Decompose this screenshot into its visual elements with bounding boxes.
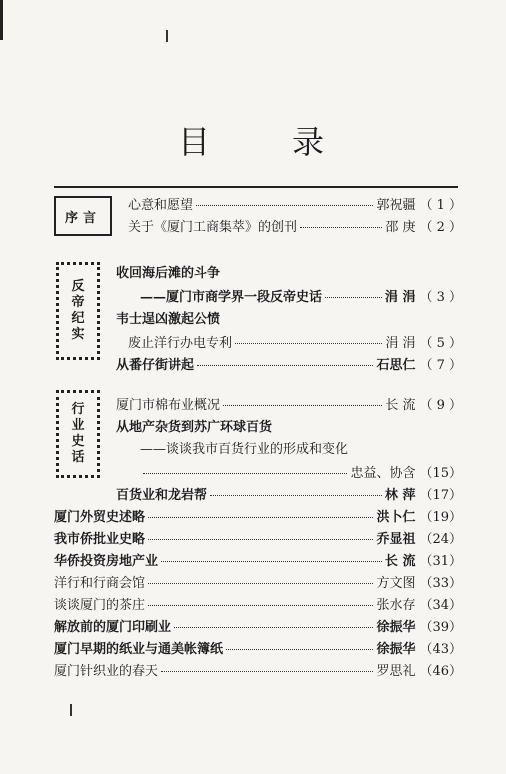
entry-page: （ 7 ） — [419, 357, 462, 373]
entry-page: （43） — [419, 641, 462, 657]
entry-page: （ 9 ） — [419, 397, 462, 413]
title-char: 目 — [178, 123, 211, 161]
entry-title: 厦门早期的纸业与通美帐簿纸 — [54, 641, 224, 657]
entry-page: （34） — [419, 597, 462, 613]
entry-title: 收回海后滩的斗争 — [116, 265, 221, 281]
entry-author: 方文图 — [376, 575, 416, 591]
toc-entry[interactable] — [54, 636, 462, 658]
leader-dots — [148, 517, 373, 518]
section-label-trade-history — [56, 390, 100, 478]
toc-entry[interactable] — [54, 658, 462, 680]
toc-entry[interactable] — [116, 352, 462, 374]
title-char: 录 — [292, 123, 325, 161]
entry-author: 涓 涓 — [385, 335, 416, 351]
section-char: 史 — [71, 434, 85, 449]
toc-entry[interactable] — [116, 260, 462, 282]
entry-title: 废止洋行办电专利 — [128, 335, 233, 351]
entry-page: （ 5 ） — [419, 335, 462, 351]
leader-dots — [148, 605, 373, 606]
entry-author: 涓 涓 — [384, 289, 416, 305]
entry-title: 厦门市棉布业概况 — [116, 397, 221, 413]
toc-entry[interactable] — [54, 592, 462, 614]
entry-title: 华侨投资房地产业 — [54, 553, 159, 569]
entry-title: 心意和愿望 — [128, 197, 194, 213]
leader-dots — [148, 583, 373, 584]
entry-author: 乔显祖 — [376, 531, 416, 547]
entry-title: 洋行和行商会馆 — [54, 575, 146, 591]
entry-author: 罗思礼 — [376, 663, 416, 679]
entry-title: 韦士逞凶激起公愤 — [116, 311, 221, 327]
section-label-preface: 序言 — [54, 196, 112, 236]
leader-dots — [300, 227, 382, 228]
toc-entry-author-line[interactable] — [140, 460, 462, 482]
toc-entry[interactable] — [116, 306, 462, 328]
entry-author: 洪卜仁 — [376, 509, 416, 525]
toc-entry[interactable] — [116, 482, 462, 504]
leader-dots — [197, 365, 373, 366]
entry-title: 关于《厦门工商集萃》的创刊 — [128, 219, 298, 235]
leader-dots — [235, 343, 382, 344]
entry-page: （17） — [419, 487, 462, 503]
toc-entry[interactable] — [128, 192, 462, 214]
entry-author: 长 流 — [384, 553, 416, 569]
entry-page: （39） — [419, 619, 462, 635]
leader-dots — [143, 473, 347, 474]
page-edge-mark — [0, 0, 3, 40]
toc-entry[interactable] — [54, 526, 462, 548]
leader-dots — [226, 649, 373, 650]
entry-author: 郭祝疆 — [376, 197, 416, 213]
entry-title: 从地产杂货到苏广环球百货 — [116, 419, 273, 435]
entry-title: 厦门针织业的春天 — [54, 663, 159, 679]
section-char: 业 — [71, 418, 85, 433]
toc-entry-subtitle[interactable] — [140, 284, 462, 306]
entry-title: 从番仔街讲起 — [116, 357, 195, 373]
toc-entry[interactable] — [116, 392, 462, 414]
entry-title: 厦门外贸史述略 — [54, 509, 146, 525]
entry-page: （46） — [419, 663, 462, 679]
entry-page: （24） — [419, 531, 462, 547]
toc-entry[interactable] — [128, 330, 462, 352]
entry-title: 我市侨批业史略 — [54, 531, 146, 547]
entry-page: （33） — [419, 575, 462, 591]
entry-author: 徐振华 — [376, 641, 416, 657]
section-char: 反 — [71, 279, 85, 294]
toc-entry[interactable] — [116, 414, 462, 436]
leader-dots — [174, 627, 373, 628]
toc-entry[interactable] — [54, 548, 462, 570]
leader-dots — [161, 671, 373, 672]
section-char: 纪 — [71, 311, 85, 326]
entry-author: 长 流 — [385, 397, 416, 413]
entry-page: （31） — [419, 553, 462, 569]
section-char: 话 — [71, 450, 85, 465]
scan-mark — [166, 30, 168, 42]
leader-dots — [196, 205, 373, 206]
entry-page: （ 2 ） — [419, 219, 462, 235]
scan-mark — [70, 704, 72, 716]
section-char: 行 — [71, 402, 85, 417]
leader-dots — [161, 561, 382, 562]
entry-title: ——谈谈我市百货行业的形成和变化 — [140, 441, 349, 457]
section-char: 帝 — [71, 295, 85, 310]
leader-dots — [223, 405, 382, 406]
page-title — [0, 122, 506, 162]
entry-author: 徐振华 — [376, 619, 416, 635]
toc-entry[interactable] — [54, 504, 462, 526]
toc-entry[interactable] — [54, 570, 462, 592]
entry-author: 石思仁 — [376, 357, 416, 373]
entry-title: 谈谈厦门的茶庄 — [54, 597, 146, 613]
entry-author: 林 萍 — [384, 487, 416, 503]
section-label-anti-imperial — [56, 262, 100, 360]
entry-title: 百货业和龙岩帮 — [116, 487, 208, 503]
entry-author: 张水存 — [376, 597, 416, 613]
entry-page: （ 3 ） — [419, 289, 462, 305]
section-char: 实 — [71, 327, 85, 342]
toc-entry-subtitle[interactable] — [140, 436, 462, 458]
leader-dots — [325, 297, 382, 298]
entry-title: ——厦门市商学界一段反帝史话 — [140, 289, 323, 305]
entry-title: 解放前的厦门印刷业 — [54, 619, 172, 635]
leader-dots — [148, 539, 373, 540]
entry-author: 邵 庚 — [385, 219, 416, 235]
entry-author: 忠益、协含 — [350, 465, 416, 481]
entry-page: （ 1 ） — [419, 197, 462, 213]
entry-page: （19） — [419, 509, 462, 525]
toc-entry[interactable] — [54, 614, 462, 636]
entry-page: （15） — [419, 465, 462, 481]
top-rule — [54, 186, 458, 188]
toc-entry[interactable] — [128, 214, 462, 236]
leader-dots — [210, 495, 382, 496]
